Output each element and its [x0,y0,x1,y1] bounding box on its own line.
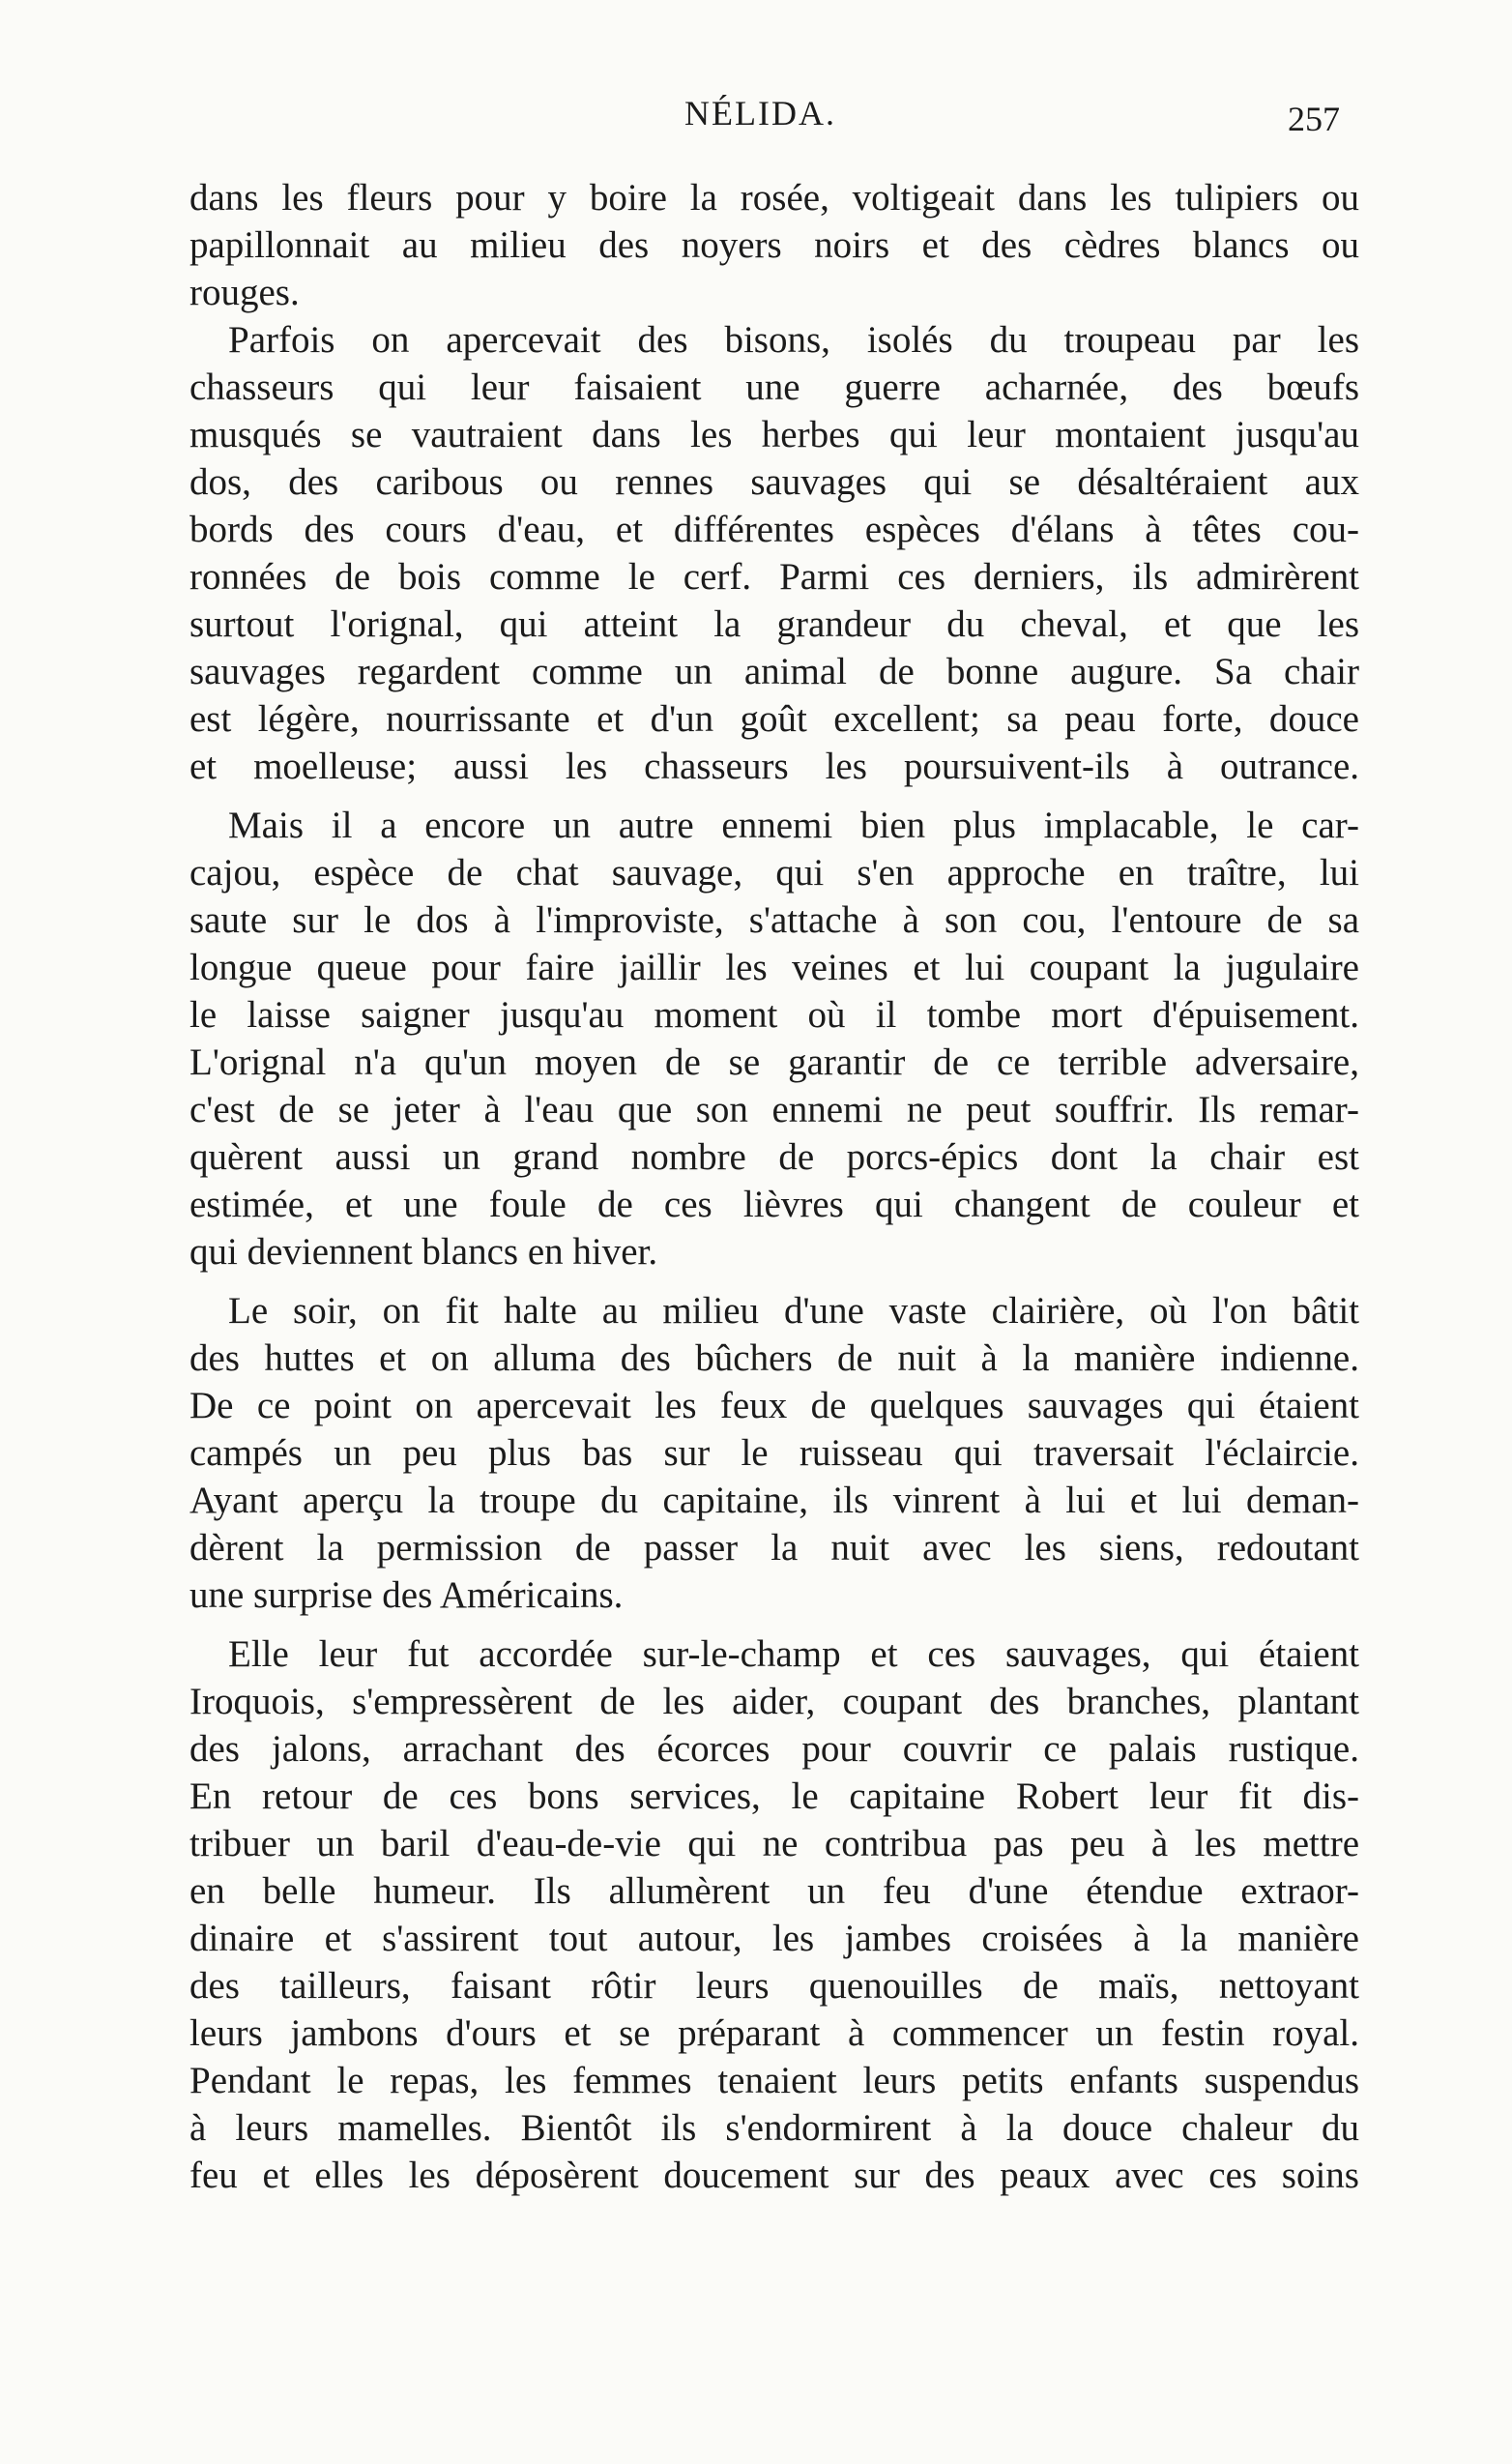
text-line: campés un peu plus bas sur le ruisseau qui traversait l'éclaircie. [189,1432,1359,1474]
body-text [189,174,1359,2199]
page-number: 257 [1288,100,1340,138]
paragraph-first-line: Elle leur fut accordée sur-le-champ et ces sauvages, qui étaient [228,1633,1359,1675]
paragraph-first-line: Mais il a encore un autre ennemi bien plus implacable, le car- [228,805,1359,846]
text-line: papillonnait au milieu des noyers noirs et des cèdres blancs ou [189,224,1359,266]
text-line: le laisse saigner jusqu'au moment où il tombe mort d'épuisement. [189,994,1359,1036]
text-line: longue queue pour faire jaillir les veines et lui coupant la jugulaire [189,947,1359,988]
page-header [189,93,1369,151]
text-line: bords des cours d'eau, et différentes espèces d'élans à têtes cou- [189,509,1359,550]
text-line: feu et elles les déposèrent doucement sur des peaux avec ces soins [189,2155,1359,2196]
text-line: cajou, espèce de chat sauvage, qui s'en approche en traître, lui [189,852,1359,894]
text-line: leurs jambons d'ours et se préparant à commencer un festin royal. [189,2012,1359,2054]
text-line: musqués se vautraient dans les herbes qui leur montaient jusqu'au [189,414,1359,455]
text-line: En retour de ces bons services, le capitaine Robert leur fit dis- [189,1775,1359,1817]
text-line: estimée, et une foule de ces lièvres qui changent de couleur et [189,1184,1359,1225]
text-line: rouges. [189,272,300,313]
text-line: une surprise des Américains. [189,1574,624,1616]
text-line: dans les fleurs pour y boire la rosée, voltigeait dans les tulipiers ou [189,177,1359,219]
text-line: sauvages regardent comme un animal de bonne augure. Sa chair [189,651,1359,692]
text-line: dinaire et s'assirent tout autour, les jambes croisées à la manière [189,1918,1359,1959]
text-line: quèrent aussi un grand nombre de porcs-épics dont la chair est [189,1136,1359,1178]
text-line: Pendant le repas, les femmes tenaient leurs petits enfants suspendus [189,2060,1359,2101]
text-line: des tailleurs, faisant rôtir leurs quenouilles de maïs, nettoyant [189,1965,1359,2007]
text-line: Ayant aperçu la troupe du capitaine, ils vinrent à lui et lui deman- [189,1480,1359,1521]
text-line: dos, des caribous ou rennes sauvages qui se désaltéraient aux [189,461,1359,503]
text-line: des jalons, arrachant des écorces pour couvrir ce palais rustique. [189,1728,1359,1770]
text-line: saute sur le dos à l'improviste, s'attache à son cou, l'entoure de sa [189,899,1359,941]
text-line: ronnées de bois comme le cerf. Parmi ces derniers, ils admirèrent [189,556,1359,598]
text-line: est légère, nourrissante et d'un goût excellent; sa peau forte, douce [189,698,1359,740]
text-line: et moelleuse; aussi les chasseurs les poursuivent-ils à outrance. [189,746,1359,787]
text-line: L'orignal n'a qu'un moyen de se garantir de ce terrible adversaire, [189,1041,1359,1083]
text-line: à leurs mamelles. Bientôt ils s'endormirent à la douce chaleur du [189,2107,1359,2149]
text-line: chasseurs qui leur faisaient une guerre acharnée, des bœufs [189,367,1359,408]
text-line: dèrent la permission de passer la nuit avec les siens, redoutant [189,1527,1359,1569]
running-title: NÉLIDA. [684,94,836,132]
paragraph-first-line: Le soir, on fit halte au milieu d'une vaste clairière, où l'on bâtit [228,1290,1359,1332]
text-line: tribuer un baril d'eau-de-vie qui ne contribua pas peu à les mettre [189,1823,1359,1864]
text-line: qui deviennent blancs en hiver. [189,1231,658,1273]
text-line: Iroquois, s'empressèrent de les aider, coupant des branches, plantant [189,1681,1359,1722]
text-line: des huttes et on alluma des bûchers de nuit à la manière indienne. [189,1337,1359,1379]
text-line: De ce point on apercevait les feux de quelques sauvages qui étaient [189,1385,1359,1426]
text-line: en belle humeur. Ils allumèrent un feu d'une étendue extraor- [189,1870,1359,1912]
text-line: c'est de se jeter à l'eau que son ennemi ne peut souffrir. Ils remar- [189,1089,1359,1130]
paragraph-first-line: Parfois on apercevait des bisons, isolés du troupeau par les [228,319,1359,361]
text-line: surtout l'orignal, qui atteint la grandeur du cheval, et que les [189,603,1359,645]
